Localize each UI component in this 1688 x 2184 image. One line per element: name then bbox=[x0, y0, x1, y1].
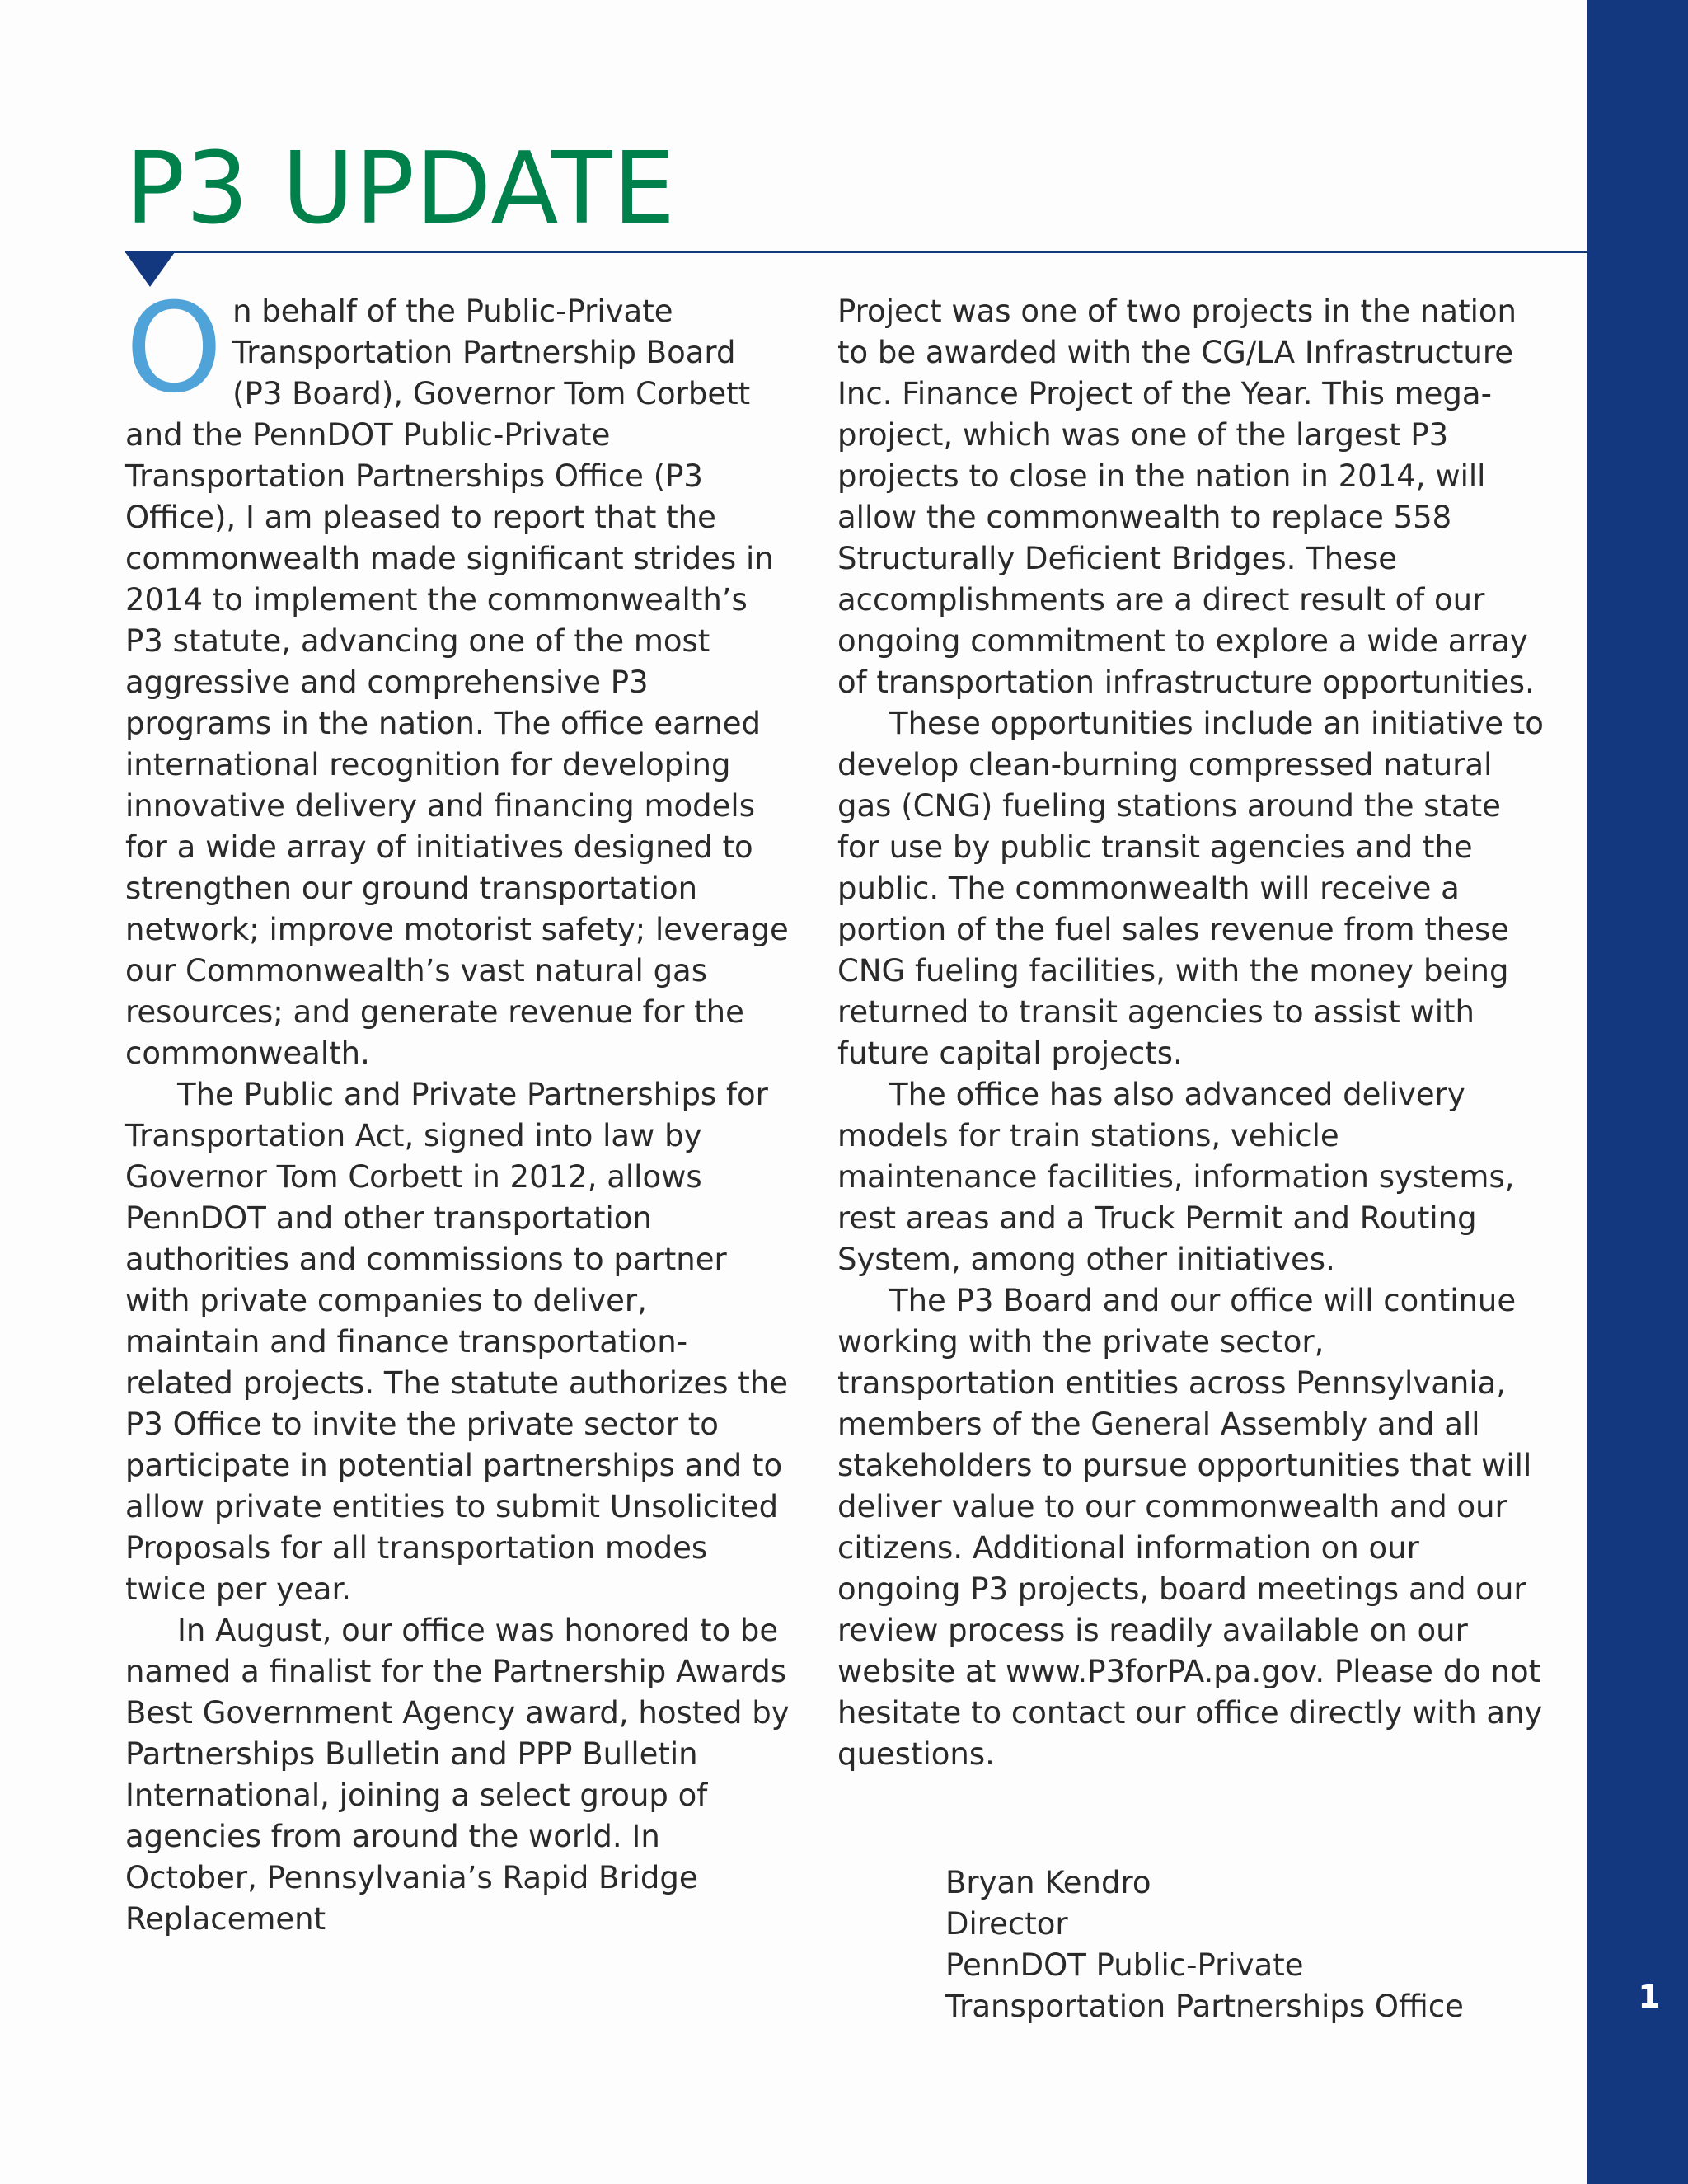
paragraph-intro bbox=[125, 277, 791, 1074]
page-number: 1 bbox=[1638, 1979, 1660, 2015]
signature-role: Director bbox=[945, 1906, 1068, 1942]
left-column bbox=[125, 277, 791, 1940]
paragraph-act: The Public and Private Partnerships for Transportation Act, signed into law by Governor Tom Corbett in 2012, allows PennDOT and other transportation authorities and commissions to partner with private companies to deliver, maintain and finance transportation-related projects. The statute authorizes the P3 Office to invite the private sector to participate in potential partnerships and to allow private entities to submit Unsolicited Proposals for all transportation modes twice per year. bbox=[125, 1077, 789, 1607]
drop-cap: O bbox=[125, 277, 223, 420]
signature-org-line1: PennDOT Public-Private bbox=[945, 1947, 1304, 1983]
signature-name: Bryan Kendro bbox=[945, 1865, 1151, 1900]
paragraph-awards-start: In August, our office was honored to be named a finalist for the Partnership Awards Best Government Agency award, hosted by Partnerships Bulletin and PPP Bulletin International, joining a select group of agencies from around the world. In October, Pennsylvania’s Rapid Bridge Replacement bbox=[125, 1613, 790, 1937]
paragraph-closing: The P3 Board and our office will continue working with the private sector, transportation entities across Pennsylvania, members of the General Assembly and all stakeholders to pursue opportunities that will deliver value to our commonwealth and our citizens. Additional information on our ongoing P3 projects, board meetings and our review process is readily available on our website at www.P3forPA.pa.gov. Please do not hesitate to contact our office directly with any questions. bbox=[837, 1283, 1543, 1772]
paragraph-delivery-models: The office has also advanced delivery models for train stations, vehicle maintenance facilities, information systems, rest areas and a Truck Permit and Routing System, among other initiatives. bbox=[837, 1077, 1515, 1277]
paragraph-awards-cont: Project was one of two projects in the nation to be awarded with the CG/LA Infrastructure Inc. Finance Project of the Year. This mega-project, which was one of the largest P3 projects to close in the nation in 2014, will allow the commonwealth to replace 558 Structurally Deficient Bridges. These accomplishments are a direct result of our ongoing commitment to explore a wide array of transportation infrastructure opportunities. bbox=[837, 294, 1535, 700]
signature-block bbox=[945, 1862, 1464, 2027]
signature-org-line2: Transportation Partnerships Office bbox=[945, 1989, 1464, 2024]
title-rule bbox=[125, 251, 1587, 253]
paragraph-cng: These opportunities include an initiative to develop clean-burning compressed natural gas (CNG) fueling stations around the state for use by public transit agencies and the public. The commonwealth will receive a portion of the fuel sales revenue from these CNG fueling facilities, with the money being returned to transit agencies to assist with future capital projects. bbox=[837, 706, 1544, 1071]
sidebar-band bbox=[1587, 0, 1688, 2184]
paragraph-intro-text: n behalf of the Public-Private Transportation Partnership Board (P3 Board), Governor Tom Corbett and the PennDOT Public-Private Transportation Partnerships Office (P3 Office), I am pleased to report that the commonwealth made significant strides in 2014 to implement the commonwealth’s P3 statute, advancing one of the most aggressive and comprehensive P3 programs in the nation. The office earned international recognition for developing innovative delivery and financing models for a wide array of initiatives designed to strengthen our ground transportation network; improve motorist safety; leverage our Commonwealth’s vast natural gas resources; and generate revenue for the commonwealth. bbox=[125, 294, 789, 1071]
page-title: P3 UPDATE bbox=[125, 132, 677, 247]
right-column bbox=[837, 291, 1546, 1775]
